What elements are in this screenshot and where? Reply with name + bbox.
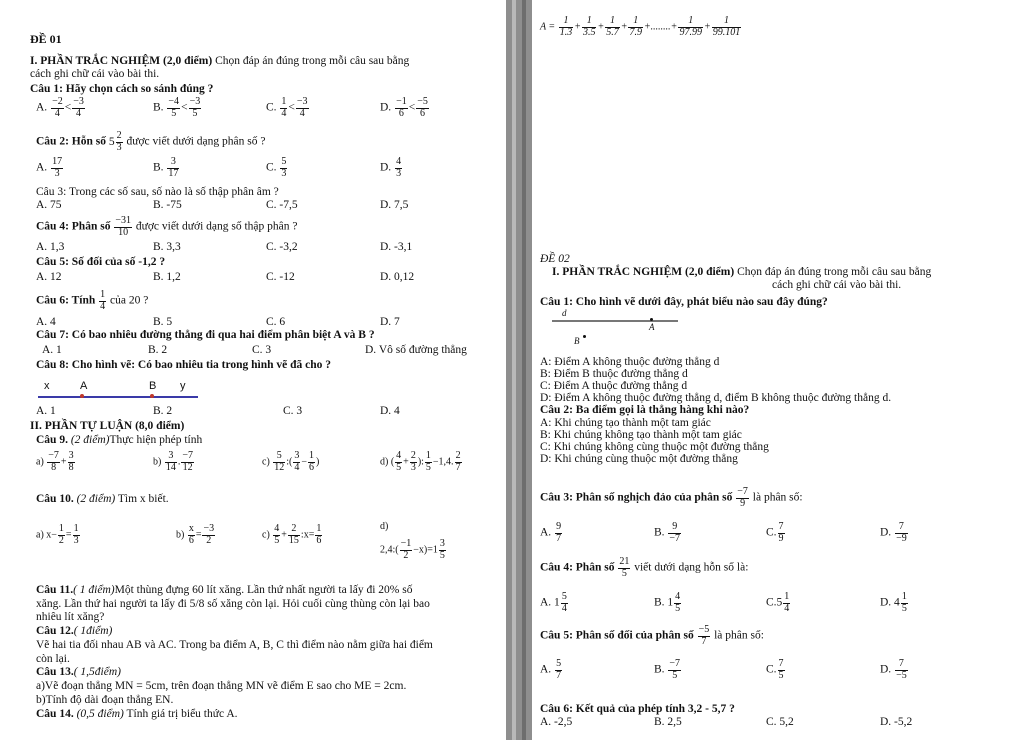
- fig-label-a: A: [80, 380, 88, 392]
- fig-point-a-on-d: [650, 318, 653, 321]
- right-q2-option-a: A: Khi chúng tạo thành một tam giác: [540, 417, 711, 429]
- question-12-text: Vẽ hai tia đối nhau AB và AC. Trong ba điểm A, B, C thì điểm nào nằm giữa hai điểm: [36, 639, 433, 651]
- question-12-text-cont: còn lại.: [36, 653, 70, 665]
- right-question-1: Câu 1: Cho hình vẽ dưới đây, phát biểu nào sau đây đúng?: [540, 296, 828, 308]
- question-2: Câu 2: Hỗn số 5 $\frac{2}{3}$ được viết dưới dạng phân số ?: [36, 130, 266, 153]
- question-4: Câu 4: Phân số $\frac{-31}{10}$ được viết dưới dạng số thập phân ?: [36, 215, 298, 238]
- right-q2-option-d: D: Khi chúng cùng thuộc một đường thẳng: [540, 453, 738, 465]
- question-13-b: b)Tính độ dài đoạn thẳng EN.: [36, 694, 174, 706]
- question-3: Câu 3: Trong các số sau, số nào là số thập phân âm ?: [36, 186, 279, 198]
- fig-label-b: B: [149, 380, 157, 392]
- question-6: Câu 6: Tính $\frac{1}{4}$ của 20 ?: [36, 289, 149, 312]
- right-question-6: Câu 6: Kết quả của phép tính 3,2 - 5,7 ?: [540, 703, 735, 715]
- right-question-5: Câu 5: Phân số đối của phân số $\frac{-5}{7}$ là phân số:: [540, 624, 764, 647]
- fig-line-d: [552, 320, 678, 322]
- question-9: Câu 9. (2 điểm)Thực hiện phép tính: [36, 434, 203, 446]
- fig-point-b: [583, 335, 586, 338]
- right-question-3: Câu 3: Phân số nghịch đảo của phân số $\frac{-7}{9}$ là phân số:: [540, 486, 803, 509]
- right-page-de-02: A = $\frac{1}{1.3}$ + $\frac{1}{3.5}$ + $\frac{1}{5.7}$ + $\frac{1}{7.9}$ +........+ $\frac{1}{97.99}$ + $\frac{1}{99.101}$ ĐỀ 02 I. PHẦN TRẮC NGHIỆM (2,0 điểm) Chọn đáp án đúng trong mỗi câu sau bằng cách ghi chữ cái vào bài thi. Câu 1: Cho hình vẽ dưới đây, phát biểu nào sau đây đúng? d A B A: Điểm A không thuộc đường thẳng d B: Điểm B thuộc đường thẳng d C: Điểm A thuộc đường thẳng d D: Điểm A không thuộc đường thẳng d, điểm B không thuộc đường thẳng d. Câu 2: Ba điểm gọi là thẳng hàng khi nào? A: Khi chúng tạo thành một tam giác B: Khi chúng không tạo thành một tam giác C: Khi chúng không cùng thuộc một đường thẳng D: Khi chúng cùng thuộc một đường thẳng Câu 3: Phân số nghịch đảo của phân số $\frac{-7}{9}$ là phân số: A. $\frac{9}{7}$ B. $\frac{9}{-7}$ C. $\frac{7}{9}$ D. $\frac{7}{-9}$ Câu 4: Phân số $\frac{21}{5}$ viết dưới dạng hỗn số là: A. 1 $\frac{5}{4}$ B. 1 $\frac{4}{5}$ C.5 $\frac{1}{4}$ D. 4 $\frac{1}{5}$ Câu 5: Phân số đối của phân số $\frac{-5}{7}$ là phân số: A. $\frac{5}{7}$ B. $\frac{-7}{5}$ C. $\frac{7}{5}$ D. $\frac{7}{-5}$ Câu 6: Kết quả của phép tính 3,2 - 5,7 ? A. -2,5 B. 2,5 C. 5,2 D. -5,2: [540, 15, 932, 728]
- fig-label-d: d: [562, 308, 567, 318]
- expression-A: A = $\frac{1}{1.3}$ + $\frac{1}{3.5}$ + $\frac{1}{5.7}$ + $\frac{1}{7.9}$ +........+ $\frac{1}{97.99}$ + $\frac{1}{99.101}$: [540, 15, 741, 38]
- question-7: Câu 7: Có bao nhiêu đường thẳng đi qua hai điểm phân biệt A và B ?: [36, 329, 375, 341]
- section2-heading: II. PHẦN TỰ LUẬN (8,0 điểm): [30, 420, 185, 432]
- right-q1-option-d: D: Điểm A không thuộc đường thẳng d, điểm B không thuộc đường thẳng d.: [540, 392, 892, 404]
- right-question-2: Câu 2: Ba điểm gọi là thẳng hàng khi nào?: [540, 404, 750, 416]
- question-10: Câu 10. (2 điểm) Tìm x biết.: [36, 493, 169, 505]
- question-8-figure: [36, 380, 236, 406]
- section1-instructions-de02: I. PHẦN TRẮC NGHIỆM (2,0 điểm) Chọn đáp án đúng trong mỗi câu sau bằng: [552, 266, 932, 278]
- fig-point-a: [80, 394, 84, 398]
- right-q1-option-b: B: Điểm B thuộc đường thẳng d: [540, 368, 688, 380]
- section1-instructions: I. PHẦN TRẮC NGHIỆM (2,0 điểm) Chọn đáp án đúng trong mỗi câu sau bằng: [30, 55, 410, 67]
- exam-title-de02: ĐỀ 02: [540, 253, 570, 265]
- question-14: Câu 14. (0,5 điểm) Tính giá trị biểu thức A.: [36, 708, 238, 720]
- fig-label-x: x: [44, 380, 50, 392]
- right-q1-option-c: C: Điểm A thuộc đường thẳng d: [540, 380, 688, 392]
- fig-point-b: [150, 394, 154, 398]
- question-1: Câu 1: Hãy chọn cách so sánh đúng ?: [30, 83, 214, 95]
- question-12: Câu 12.( 1điểm): [36, 625, 113, 637]
- right-q1-option-a: A: Điểm A không thuộc đường thẳng d: [540, 356, 720, 368]
- question-11: Câu 11.( 1 điểm)Một thùng đựng 60 lít xăng. Lần thứ nhất người ta lấy đi 20% số: [36, 584, 413, 596]
- fig-label-y: y: [180, 380, 186, 392]
- right-q2-option-c: C: Khi chúng không cùng thuộc một đường thẳng: [540, 441, 769, 453]
- exam-title-de01: ĐỀ 01: [30, 32, 62, 46]
- question-8: Câu 8: Cho hình vẽ: Có bao nhiêu tia trong hình vẽ đã cho ?: [36, 359, 332, 371]
- right-q2-option-b: B: Khi chúng không tạo thành một tam giác: [540, 429, 742, 441]
- question-13-a: a)Vẽ đoạn thẳng MN = 5cm, trên đoạn thẳng MN vẽ điểm E sao cho ME = 2cm.: [36, 680, 407, 692]
- left-page-de-01: ĐỀ 01 I. PHẦN TRẮC NGHIỆM (2,0 điểm) Chọn đáp án đúng trong mỗi câu sau bằng cách ghi chữ cái vào bài thi. Câu 1: Hãy chọn cách so sánh đúng ? A. $\frac{-2}{4}$ < $\frac{-3}{4}$ B. $\frac{-4}{5}$ < $\frac{-3}{5}$ C. $\frac{1}{4}$ < $\frac{-3}{4}$ D. $\frac{-1}{6}$ < $\frac{-5}{6}$ Câu 2: Hỗn số 5 $\frac{2}{3}$ được viết dưới dạng phân số ? A. $\frac{17}{3}$ B. $\frac{3}{17}$ C. $\frac{5}{3}$ D. $\frac{4}{3}$ Câu 3: Trong các số sau, số nào là số thập phân âm ? A. 75 B. -75 C. -7,5 D. 7,5 Câu 4: Phân số $\frac{-31}{10}$ được viết dưới dạng số thập phân ? A. 1,3 B. 3,3 C. -3,2 D. -3,1 Câu 5: Số đối của số -1,2 ? A. 12 B. 1,2 C. -12 D. 0,12 Câu 6: Tính $\frac{1}{4}$ của 20 ? A. 4 B. 5 C. 6 D. 7 Câu 7: Có bao nhiêu đường thẳng đi qua hai điểm phân biệt A và B ? A. 1 B. 2 C. 3 D. Vô số đường thẳng Câu 8: Cho hình vẽ: Có bao nhiêu tia trong hình vẽ đã cho ? x A B y A. 1 B. 2 C. 3 D. 4 II. PHẦN TỰ LUẬN (8,0 điểm) Câu 9. (2 điểm)Thực hiện phép tính a) $\frac{-7}{8}$ + $\frac{3}{8}$ b) $\frac{3}{14}$ . $\frac{-7}{12}$ c) $\frac{5}{12}$ :( $\frac{3}{4}$ − $\frac{1}{6}$ ) d) ( $\frac{4}{5}$ + $\frac{2}{3}$ ): $\frac{1}{5}$ −1,4. $\frac{2}{7}$ Câu 10. (2 điểm) Tìm x biết. a) x− $\frac{1}{2}$ = $\frac{1}{3}$ b) $\frac{x}{6}$ = $\frac{-3}{2}$ c) $\frac{4}{5}$ + $\frac{2}{15}$ :x= $\frac{1}{6}$ d) 2,4:( $\frac{-1}{2}$ −x)=1 $\frac{3}{5}$ Câu 11.( 1 điểm)Một thùng đựng 60 lít xăng. Lần thứ nhất người ta lấy đi 20% số xăng. Lần thứ hai người ta lấy đi 5/8 số xăng còn lại. Hỏi cuối cùng thùng còn lại bao nhiêu lít xăng? Câu 12.( 1điểm) Vẽ hai tia đối nhau AB và AC. Trong ba điểm A, B, C thì điểm nào nằm giữa hai điểm còn lại. Câu 13.( 1,5điểm) a)Vẽ đoạn thẳng MN = 5cm, trên đoạn thẳng MN vẽ điểm E sao cho ME = 2cm. b)Tính độ dài đoạn thẳng EN. Câu 14. (0,5 điểm) Tính giá trị biểu thức A.: [30, 32, 467, 720]
- section1-instructions-cont: cách ghi chữ cái vào bài thi.: [30, 68, 160, 80]
- fig-label-A: A: [649, 322, 655, 332]
- right-question-1-figure: [552, 308, 702, 346]
- question-11-cont2: nhiêu lít xăng?: [36, 611, 105, 623]
- question-13: Câu 13.( 1,5điểm): [36, 666, 121, 678]
- page-divider: [506, 0, 532, 740]
- fig-line-xy: [38, 396, 198, 398]
- section1-instructions-de02-cont: cách ghi chữ cái vào bài thi.: [772, 279, 902, 291]
- question-11-cont: xăng. Lần thứ hai người ta lấy đi 5/8 số xăng còn lại. Hỏi cuối cùng thùng còn lại bao: [36, 598, 430, 610]
- right-question-4: Câu 4: Phân số $\frac{21}{5}$ viết dưới dạng hỗn số là:: [540, 556, 749, 579]
- fig-label-B: B: [574, 336, 580, 346]
- question-5: Câu 5: Số đối của số -1,2 ?: [36, 256, 166, 268]
